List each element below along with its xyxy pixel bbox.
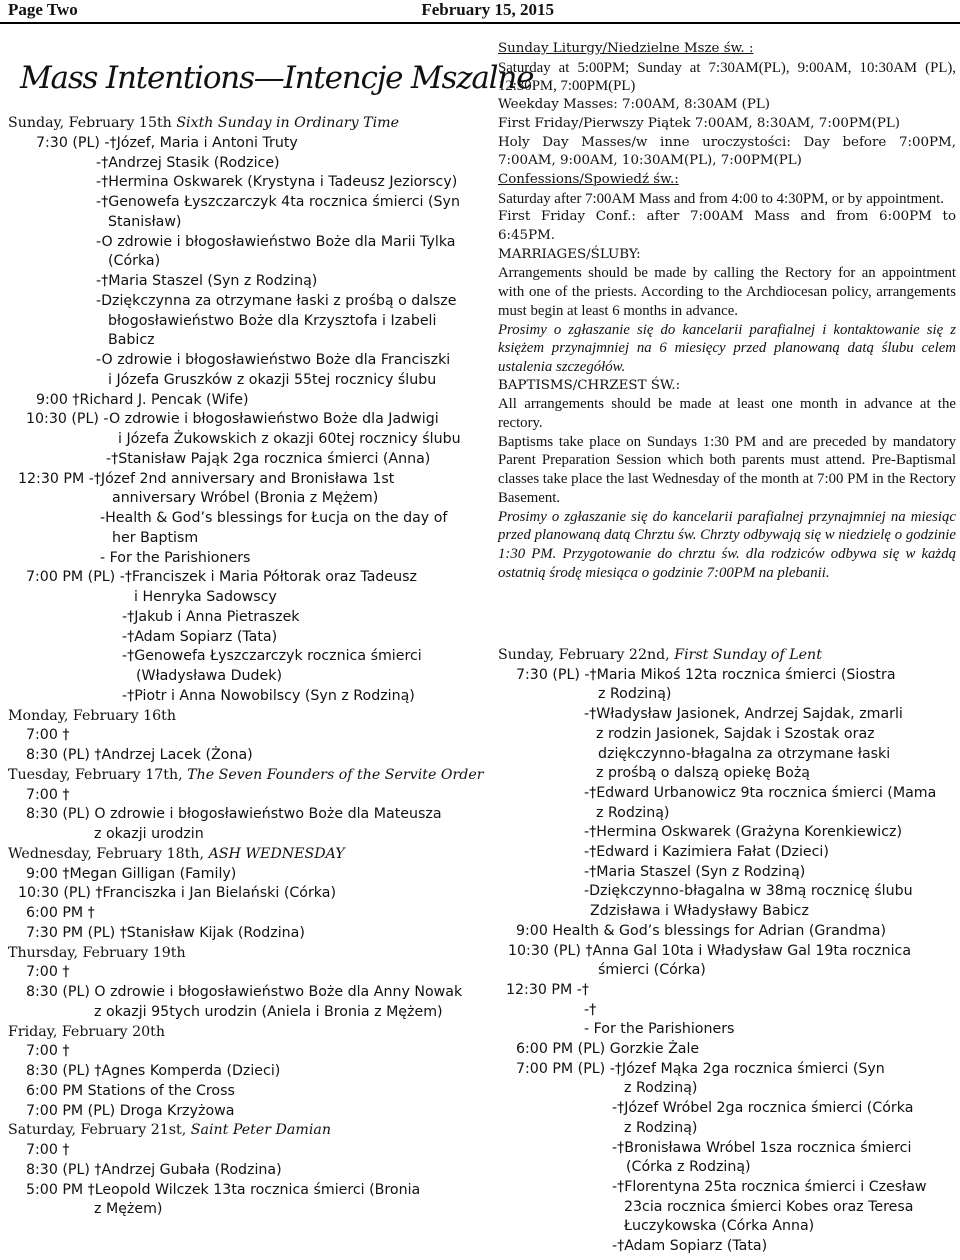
intention-line bbox=[8, 549, 483, 569]
baptisms-details: Baptisms take place on Sundays 1:30 PM and are preceded by mandatory Parent Preparation Session which both parents must attend. Pre-Baptismal classes take place the last Wednesday of the month at 7:00 PM in the Rectory Basement. bbox=[498, 433, 956, 506]
intention-line bbox=[8, 312, 483, 332]
marriages-text: Arrangements should be made by calling the Rectory for an appointment with one of the priests. According to the Archdiocesan policy, arrangements must begin at least 6 months in advance. bbox=[498, 265, 956, 319]
intention-text: (Władysława Dudek) bbox=[136, 668, 283, 684]
intention-line bbox=[8, 154, 483, 174]
intention-text: -†Andrzej Stasik (Rodzice) bbox=[96, 154, 280, 171]
intention-text: 8:30 (PL) O zdrowie i błogosławieństwo Boże dla Anny Nowak bbox=[26, 984, 463, 1000]
intention-line bbox=[8, 667, 483, 687]
day-heading bbox=[8, 707, 483, 727]
intention-text: i Henryka Sadowscy bbox=[134, 589, 277, 605]
intention-line bbox=[8, 252, 483, 272]
intention-text: 8:30 (PL) O zdrowie i błogosławieństwo Boże dla Mateusza bbox=[26, 806, 442, 823]
intention-line bbox=[8, 1181, 483, 1201]
intention-text: Stanisław) bbox=[108, 213, 182, 230]
intention-text: -†Genowefa Łyszczarczyk 4ta rocznica śmierci (Syn bbox=[96, 194, 460, 210]
intention-text: 7:30 (PL) -†Józef, Maria i Antoni Truty bbox=[36, 134, 298, 151]
intention-text: -†Hermina Oskwarek (Krystyna i Tadeusz Jeziorscy) bbox=[96, 174, 458, 191]
intention-text: -†Edward i Kazimiera Fałat (Dzieci) bbox=[584, 844, 829, 861]
intention-line bbox=[8, 1141, 483, 1161]
intention-text: 9:00 Health & God’s blessings for Adrian (Grandma) bbox=[516, 922, 886, 939]
marriages-heading: MARRIAGES/ŚLUBY: bbox=[498, 246, 641, 262]
intention-line bbox=[8, 647, 483, 667]
day-label: Sunday, February 15th bbox=[8, 115, 172, 131]
intention-text: z Rodziną) bbox=[624, 1080, 698, 1097]
intention-line bbox=[8, 1003, 483, 1023]
intention-line bbox=[498, 922, 956, 942]
intention-text: 10:30 (PL) †Anna Gal 10ta i Władysław Gal 19ta rocznica bbox=[508, 942, 912, 959]
intention-line bbox=[498, 764, 956, 784]
intention-text: -†Maria Staszel (Syn z Rodziną) bbox=[96, 273, 318, 289]
baptisms-polish: Prosimy o zgłaszanie się do kancelarii parafialnej przynajmniej na miesiąc przed planowaną datą Chrztu św. Chrzty odbywają się w niedzielę o godzinie 1:30 PM. Przygotowanie do chrztu św. dla rodziców odbywa się w każdą ostatnią środę miesiąca o godzinie 7:00PM na plebanii. bbox=[498, 508, 956, 581]
intention-line bbox=[8, 331, 483, 351]
intention-text: 7:30 (PL) -†Maria Mikoś 12ta rocznica śmierci (Siostra bbox=[516, 666, 896, 683]
intention-text: anniversary Wróbel (Bronia z Mężem) bbox=[112, 490, 379, 507]
intention-line bbox=[498, 1237, 956, 1257]
intention-text: -†Stanisław Pająk 2ga rocznica śmierci (Anna) bbox=[106, 450, 431, 467]
intention-line bbox=[8, 391, 483, 411]
intention-text: 12:30 PM -†Józef 2nd anniversary and Bronisława 1st bbox=[18, 470, 395, 487]
intention-text: -†Władysław Jasionek, Andrzej Sajdak, zmarli bbox=[584, 706, 903, 723]
intention-text: -†Jakub i Anna Pietraszek bbox=[122, 608, 300, 625]
intention-text: dziękczynno-błagalna za otrzymane łaski bbox=[598, 745, 891, 762]
intention-text: -O zdrowie i błogosławieństwo Boże dla Franciszki bbox=[96, 352, 451, 368]
intention-line bbox=[498, 942, 956, 962]
intention-text: z prośbą o dalszą opiekę Bożą bbox=[596, 765, 811, 782]
intention-text: 5:00 PM †Leopold Wilczek 13ta rocznica śmierci (Bronia bbox=[26, 1181, 421, 1198]
intention-line bbox=[498, 1001, 956, 1021]
intention-text: z Rodziną) bbox=[598, 686, 672, 703]
intention-text: 7:00 PM (PL) Droga Krzyżowa bbox=[26, 1102, 235, 1119]
intention-text: -†Hermina Oskwarek (Grażyna Korenkiewicz) bbox=[584, 824, 903, 841]
intention-line bbox=[8, 924, 483, 944]
intention-text: -†Genowefa Łyszczarczyk rocznica śmierci bbox=[122, 648, 422, 665]
intention-text: 8:30 (PL) †Agnes Komperda (Dzieci) bbox=[26, 1063, 281, 1079]
intention-text: -Health & God’s blessings for Łucja on the day of bbox=[100, 510, 448, 526]
sunday-feb22-intentions bbox=[498, 646, 956, 1257]
page-header bbox=[0, 0, 960, 24]
intention-line bbox=[498, 1099, 956, 1119]
intention-text: 7:30 PM (PL) †Stanisław Kijak (Rodzina) bbox=[26, 924, 305, 941]
intention-line bbox=[8, 983, 483, 1003]
intention-line bbox=[498, 882, 956, 902]
intention-line bbox=[8, 213, 483, 233]
intention-text: 12:30 PM -† bbox=[506, 981, 589, 998]
day-heading bbox=[8, 845, 483, 865]
day-heading bbox=[8, 1023, 483, 1043]
intention-line bbox=[8, 865, 483, 885]
intention-text: 7:00 † bbox=[26, 786, 70, 803]
intention-line bbox=[8, 884, 483, 904]
intention-line bbox=[8, 687, 483, 707]
parish-info bbox=[498, 40, 956, 582]
intention-line bbox=[498, 981, 956, 1001]
intention-line bbox=[8, 529, 483, 549]
intention-line bbox=[8, 1161, 483, 1181]
intention-text: z Mężem) bbox=[94, 1201, 163, 1218]
intention-line bbox=[8, 805, 483, 825]
feast-name: Sixth Sunday in Ordinary Time bbox=[176, 115, 399, 131]
mass-intentions-list bbox=[8, 114, 483, 1220]
intention-text: 10:30 (PL) †Franciszka i Jan Bielański (Córka) bbox=[18, 885, 336, 902]
day-heading bbox=[8, 114, 483, 134]
intention-text: i Józefa Gruszków z okazji 55tej rocznicy ślubu bbox=[108, 371, 437, 388]
baptisms-heading: BAPTISMS/CHRZEST ŚW.: bbox=[498, 377, 681, 393]
intention-line bbox=[8, 134, 483, 154]
intention-line bbox=[8, 726, 483, 746]
intention-line bbox=[8, 1102, 483, 1122]
intention-text: - For the Parishioners bbox=[584, 1021, 735, 1038]
intention-rows bbox=[498, 666, 956, 1257]
intention-line bbox=[8, 173, 483, 193]
intention-text: 6:00 PM Stations of the Cross bbox=[26, 1082, 235, 1099]
intention-line bbox=[498, 961, 956, 981]
intention-line bbox=[498, 1139, 956, 1159]
confessions-text: Saturday after 7:00AM Mass and from 4:00 to 4:30PM, or by appointment. bbox=[498, 190, 944, 207]
intention-text: (Córka z Rodziną) bbox=[626, 1159, 751, 1176]
intention-line bbox=[8, 292, 483, 312]
intention-text: 7:00 † bbox=[26, 1043, 70, 1060]
intention-text: Zdzisława i Władysławy Babicz bbox=[590, 903, 809, 920]
day-heading bbox=[498, 646, 956, 666]
intention-text: Babicz bbox=[108, 332, 155, 349]
page-number: Page Two bbox=[8, 0, 78, 19]
page-date: February 15, 2015 bbox=[421, 0, 554, 19]
intention-line bbox=[8, 1062, 483, 1082]
intention-line bbox=[8, 470, 483, 490]
intention-text: - For the Parishioners bbox=[100, 549, 251, 566]
intention-line bbox=[498, 863, 956, 883]
intention-line bbox=[8, 371, 483, 391]
intention-text: 8:30 (PL) †Andrzej Gubała (Rodzina) bbox=[26, 1161, 282, 1178]
intention-text: -†Józef Wróbel 2ga rocznica śmierci (Córka bbox=[612, 1100, 914, 1117]
intention-line bbox=[498, 745, 956, 765]
intention-line bbox=[498, 823, 956, 843]
marriages-polish: Prosimy o zgłaszanie się do kancelarii parafialnej i kontaktowanie się z księżem przynajmniej na 6 miesięcy przed planowaną datą ślubu celem ustalenia szczegółów. bbox=[498, 321, 956, 375]
baptisms-text: All arrangements should be made at least one month in advance at the rectory. bbox=[498, 396, 956, 432]
intention-text: z okazji 95tych urodzin (Aniela i Bronia z Mężem) bbox=[94, 1003, 443, 1020]
intention-line bbox=[8, 746, 483, 766]
intention-text: 7:00 PM (PL) -†Franciszek i Maria Półtorak oraz Tadeusz bbox=[26, 569, 417, 586]
intention-text: 9:00 †Megan Gilligan (Family) bbox=[26, 865, 237, 882]
intention-text: 6:00 PM † bbox=[26, 905, 95, 921]
intention-line bbox=[498, 666, 956, 686]
intention-text: 9:00 †Richard J. Pencak (Wife) bbox=[36, 391, 249, 408]
intention-text: z Rodziną) bbox=[596, 804, 670, 821]
intention-line bbox=[8, 351, 483, 371]
intention-line bbox=[8, 786, 483, 806]
intention-line bbox=[8, 272, 483, 292]
intention-text: 6:00 PM (PL) Gorzkie Żale bbox=[516, 1041, 700, 1058]
intention-line bbox=[8, 608, 483, 628]
feast-name: The Seven Founders of the Servite Order bbox=[187, 766, 484, 783]
intention-line bbox=[8, 193, 483, 213]
day-label: Friday, February 20th bbox=[8, 1023, 165, 1040]
intention-line bbox=[498, 843, 956, 863]
intention-line bbox=[498, 685, 956, 705]
intention-line bbox=[8, 233, 483, 253]
first-friday-confessions: First Friday Conf.: after 7:00AM Mass and from 6:00PM to 6:45PM. bbox=[498, 209, 956, 244]
intention-text: błogosławieństwo Boże dla Krzysztofa i Izabeli bbox=[108, 312, 437, 329]
intention-line bbox=[498, 1217, 956, 1237]
intention-line bbox=[8, 588, 483, 608]
intention-line bbox=[498, 1060, 956, 1080]
intention-text: -Dziękczynno-błagalna w 38mą rocznicę ślubu bbox=[584, 883, 913, 900]
intention-line bbox=[8, 904, 483, 924]
intention-text: 7:00 † bbox=[26, 1142, 70, 1158]
intention-text: -†Edward Urbanowicz 9ta rocznica śmierci (Mama bbox=[584, 784, 937, 801]
intention-text: 23cia rocznica śmierci Kobes oraz Teresa bbox=[624, 1198, 914, 1215]
first-friday: First Friday/Pierwszy Piątek 7:00AM, 8:30AM, 7:00PM(PL) bbox=[498, 115, 900, 131]
intention-text: -†Adam Sopiarz (Tata) bbox=[122, 628, 278, 645]
intention-line bbox=[8, 1082, 483, 1102]
intention-line bbox=[498, 1178, 956, 1198]
intention-line bbox=[8, 1200, 483, 1220]
day-label: Saturday, February 21st, bbox=[8, 1122, 187, 1139]
intention-line bbox=[498, 1079, 956, 1099]
intention-line bbox=[498, 1040, 956, 1060]
holy-day-masses: Holy Day Masses/w inne uroczystości: Day before 7:00PM, 7:00AM, 9:00AM, 10:30AM(PL), 7:00PM(PL) bbox=[498, 134, 956, 169]
intention-line bbox=[8, 509, 483, 529]
intention-text: śmierci (Córka) bbox=[598, 962, 706, 979]
day-heading bbox=[8, 766, 483, 786]
intention-rows bbox=[8, 134, 483, 1220]
confessions-heading: Confessions/Spowiedź św.: bbox=[498, 171, 679, 187]
intention-line bbox=[8, 825, 483, 845]
intention-text: -†Adam Sopiarz (Tata) bbox=[612, 1238, 768, 1255]
liturgy-heading: Sunday Liturgy/Niedzielne Msze św. : bbox=[498, 41, 754, 56]
intention-text: her Baptism bbox=[112, 529, 199, 546]
intention-line bbox=[498, 1198, 956, 1218]
intention-text: i Józefa Żukowskich z okazji 60tej rocznicy ślubu bbox=[118, 431, 461, 447]
weekday-masses: Weekday Masses: 7:00AM, 8:30AM (PL) bbox=[498, 97, 771, 113]
day-label: Thursday, February 19th bbox=[8, 944, 186, 961]
intention-text: -† bbox=[584, 1001, 597, 1018]
intention-line bbox=[498, 1119, 956, 1139]
intention-text: z rodzin Jasionek, Sajdak i Szostak oraz bbox=[596, 725, 875, 742]
feast-name: ASH WEDNESDAY bbox=[208, 845, 345, 862]
intention-text: 10:30 (PL) -O zdrowie i błogosławieństwo Boże dla Jadwigi bbox=[26, 411, 439, 428]
day-label: Wednesday, February 18th, bbox=[8, 845, 205, 862]
intention-line bbox=[498, 1020, 956, 1040]
day-label: Tuesday, February 17th, bbox=[8, 766, 183, 783]
intention-text: z okazji urodzin bbox=[94, 826, 204, 842]
feast-name: Saint Peter Damian bbox=[190, 1122, 331, 1139]
day-heading bbox=[8, 944, 483, 964]
intention-text: -†Bronisława Wróbel 1sza rocznica śmierci bbox=[612, 1139, 912, 1156]
intention-line bbox=[498, 784, 956, 804]
intention-text: 8:30 (PL) †Andrzej Lacek (Żona) bbox=[26, 747, 253, 763]
intention-line bbox=[8, 568, 483, 588]
day-label: Monday, February 16th bbox=[8, 707, 177, 724]
intention-line bbox=[8, 450, 483, 470]
intention-line bbox=[8, 628, 483, 648]
intention-text: -†Piotr i Anna Nowobilscy (Syn z Rodziną) bbox=[122, 687, 415, 704]
liturgy-text: Saturday at 5:00PM; Sunday at 7:30AM(PL), 9:00AM, 10:30AM (PL), 12:30PM, 7:00PM(PL) bbox=[498, 59, 956, 95]
intention-text: -†Maria Staszel (Syn z Rodziną) bbox=[584, 863, 806, 880]
intention-line bbox=[498, 705, 956, 725]
intention-line bbox=[498, 902, 956, 922]
intention-text: -†Florentyna 25ta rocznica śmierci i Czesław bbox=[612, 1178, 927, 1195]
intention-line bbox=[8, 489, 483, 509]
intention-text: -Dziękczynna za otrzymane łaski z prośbą o dalsze bbox=[96, 292, 457, 309]
feast-name: First Sunday of Lent bbox=[674, 647, 822, 663]
intention-text: 7:00 PM (PL) -†Józef Mąka 2ga rocznica śmierci (Syn bbox=[516, 1060, 885, 1077]
intention-line bbox=[498, 804, 956, 824]
page-title: Mass Intentions—Intencje Mszalne bbox=[20, 60, 534, 96]
intention-line bbox=[8, 963, 483, 983]
day-label: Sunday, February 22nd, bbox=[498, 647, 670, 663]
intention-text: 7:00 † bbox=[26, 727, 70, 744]
intention-line bbox=[8, 1042, 483, 1062]
day-heading bbox=[8, 1121, 483, 1141]
intention-line bbox=[498, 1158, 956, 1178]
intention-text: 7:00 † bbox=[26, 964, 70, 981]
intention-text: (Córka) bbox=[108, 253, 161, 270]
intention-line bbox=[8, 410, 483, 430]
intention-text: Łuczykowska (Córka Anna) bbox=[624, 1218, 815, 1235]
intention-line bbox=[498, 725, 956, 745]
intention-line bbox=[8, 430, 483, 450]
intention-text: z Rodziną) bbox=[624, 1119, 698, 1136]
intention-text: -O zdrowie i błogosławieństwo Boże dla Marii Tylka bbox=[96, 233, 456, 250]
